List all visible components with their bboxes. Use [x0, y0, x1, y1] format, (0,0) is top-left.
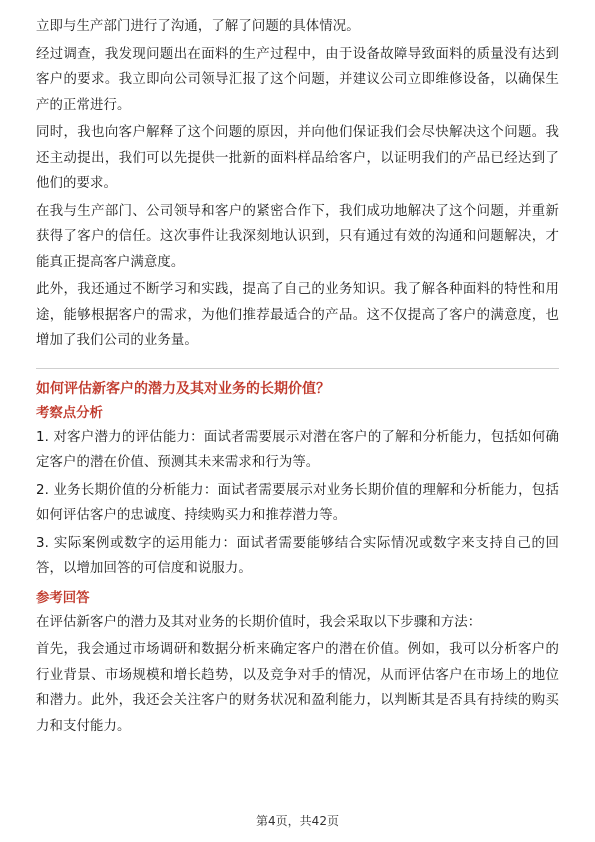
page-number: 第4页，共42页 [256, 814, 339, 828]
section-divider [36, 368, 559, 369]
body-paragraph: 立即与生产部门进行了沟通，了解了问题的具体情况。 [36, 19, 360, 34]
question-title: 如何评估新客户的潜力及其对业务的长期价值？ [36, 380, 330, 397]
body-paragraph: 在我与生产部门、公司领导和客户的紧密合作下，我们成功地解决了这个问题，并重新获得了客户的信任。这次事件让我深刻地认识到，只有通过有效的沟通和问题解决，才能真正提高客户满意度。 [36, 203, 559, 270]
analysis-item: 3. 实际案例或数字的运用能力：面试者需要能够结合实际情况或数字来支持自己的回答，以增加回答的可信度和说服力。 [36, 535, 559, 576]
analysis-item: 1. 对客户潜力的评估能力：面试者需要展示对潜在客户的了解和分析能力，包括如何确定客户的潜在价值、预测其未来需求和行为等。 [36, 429, 559, 470]
document-page [36, 14, 559, 741]
answer-paragraph: 在评估新客户的潜力及其对业务的长期价值时，我会采取以下步骤和方法： [36, 614, 482, 630]
answer-paragraph: 首先，我会通过市场调研和数据分析来确定客户的潜在价值。例如，我可以分析客户的行业背景、市场规模和增长趋势，以及竞争对手的情况，从而评估客户在市场上的地位和潜力。此外，我还会关注客户的财务状况和盈利能力，以判断其是否具有持续的购买力和支付能力。 [36, 642, 559, 734]
analysis-heading: 考察点分析 [36, 405, 103, 421]
body-paragraph: 同时，我也向客户解释了这个问题的原因，并向他们保证我们会尽快解决这个问题。我还主动提出，我们可以先提供一批新的面料样品给客户，以证明我们的产品已经达到了他们的要求。 [36, 125, 559, 191]
answer-heading: 参考回答 [36, 590, 90, 606]
analysis-item: 2. 业务长期价值的分析能力：面试者需要展示对业务长期价值的理解和分析能力，包括如何评估客户的忠诚度、持续购买力和推荐潜力等。 [36, 482, 559, 523]
body-paragraph: 经过调查，我发现问题出在面料的生产过程中，由于设备故障导致面料的质量没有达到客户的要求。我立即向公司领导汇报了这个问题，并建议公司立即维修设备，以确保生产的正常进行。 [36, 46, 559, 113]
body-paragraph: 此外，我还通过不断学习和实践，提高了自己的业务知识。我了解各种面料的特性和用途，能够根据客户的需求，为他们推荐最适合的产品。这不仅提高了客户的满意度，也增加了我们公司的业务量。 [36, 282, 559, 348]
